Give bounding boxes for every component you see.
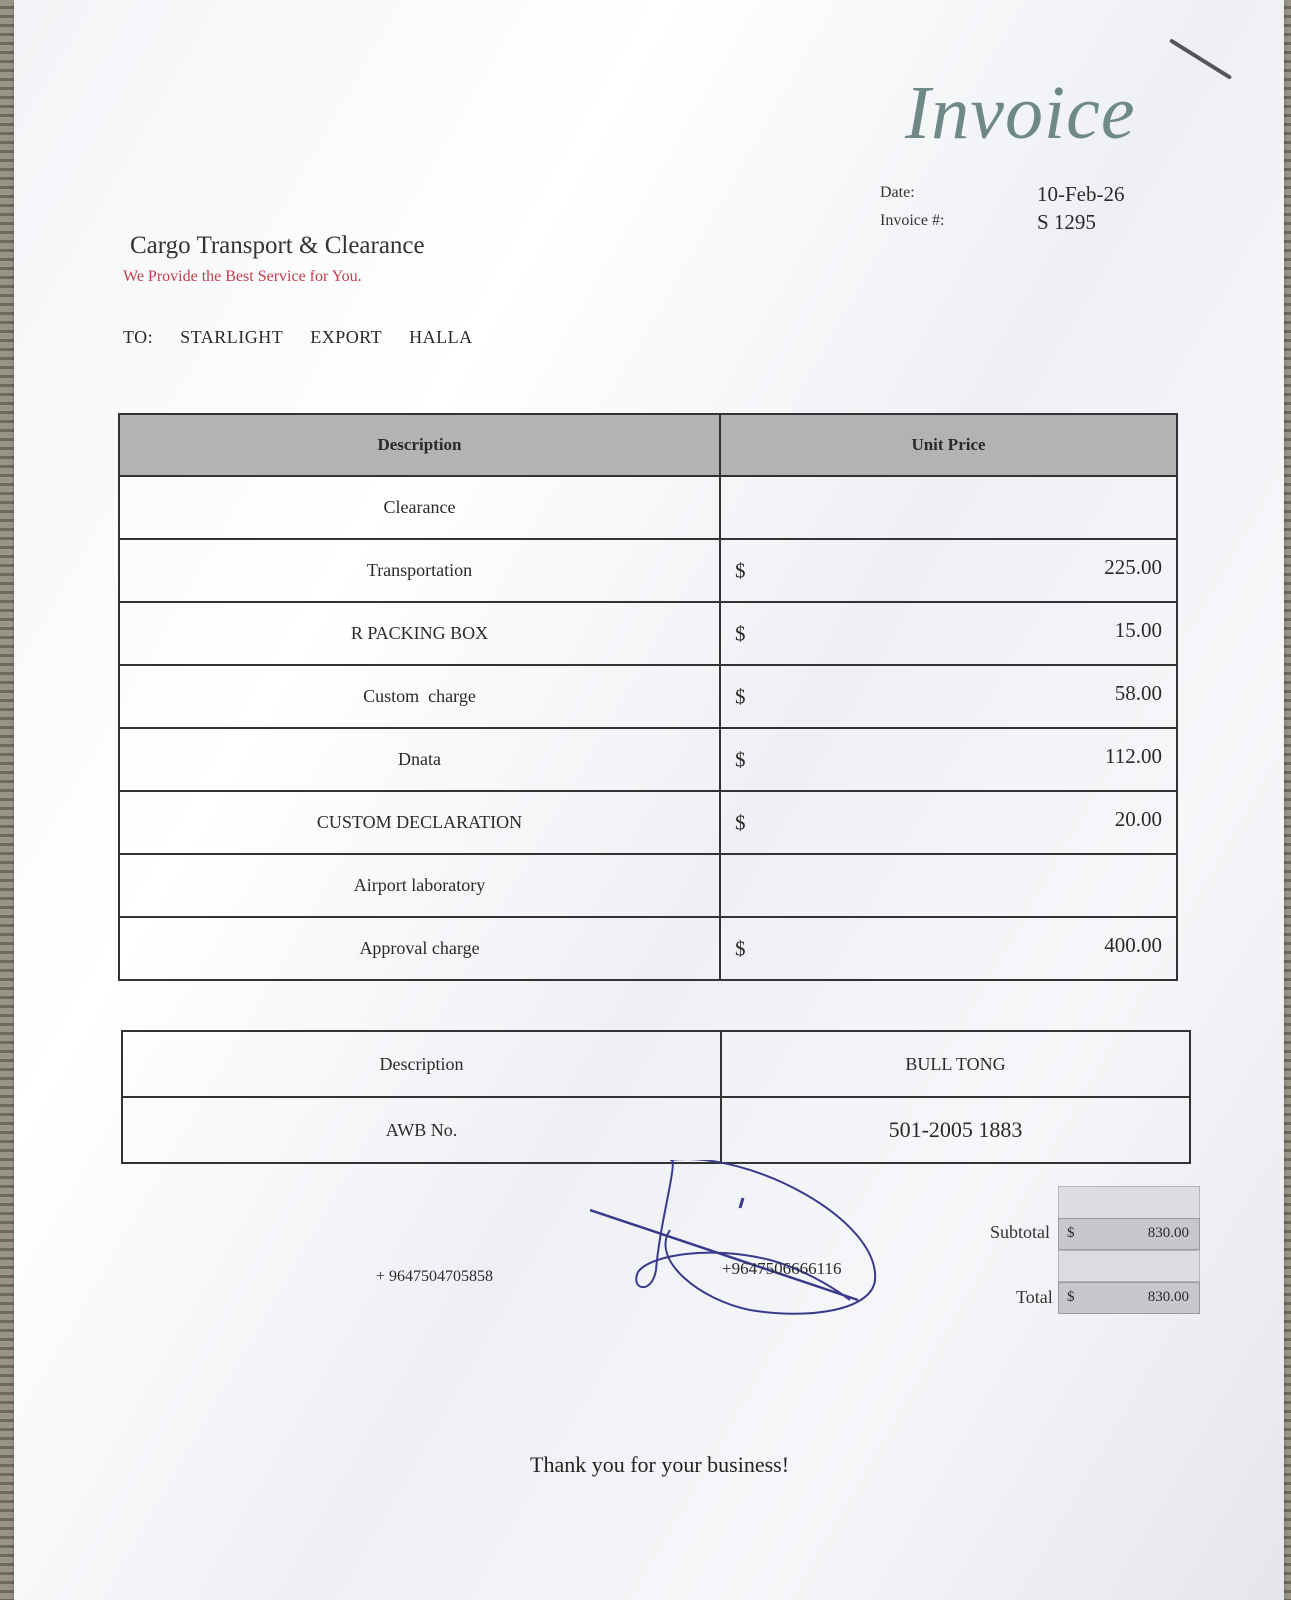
company-tagline: We Provide the Best Service for You. — [123, 268, 362, 285]
item-description: Transportation — [119, 539, 720, 602]
signature-stroke — [636, 1160, 850, 1300]
recipient-name-part: STARLIGHT — [180, 327, 284, 347]
item-description: Approval charge — [119, 917, 720, 980]
total-spacer — [1058, 1250, 1200, 1282]
subtotal-box — [1058, 1218, 1200, 1250]
currency-symbol: $ — [735, 810, 746, 834]
signature — [590, 1160, 910, 1340]
item-unit-price — [720, 917, 1177, 980]
shipment-value: BULL TONG — [721, 1031, 1190, 1097]
shipment-table — [121, 1030, 1191, 1164]
table-row — [119, 539, 1177, 602]
total-label: Total — [1016, 1287, 1053, 1307]
item-description: R PACKING BOX — [119, 602, 720, 665]
item-unit-price — [720, 476, 1177, 539]
recipient-label: TO: — [123, 327, 154, 347]
subtotal-currency: $ — [1067, 1225, 1075, 1241]
recipient — [123, 327, 495, 348]
item-unit-price — [720, 539, 1177, 602]
item-unit-price — [720, 602, 1177, 665]
currency-symbol: $ — [735, 936, 746, 960]
currency-symbol: $ — [735, 747, 746, 771]
thank-you-note: Thank you for your business! — [530, 1452, 790, 1477]
invoice-number-label: Invoice #: — [880, 212, 945, 229]
item-description: Clearance — [119, 476, 720, 539]
item-unit-price — [720, 665, 1177, 728]
item-unit-price — [720, 791, 1177, 854]
table-row — [119, 791, 1177, 854]
item-description: Dnata — [119, 728, 720, 791]
date-label: Date: — [880, 184, 915, 201]
shipment-label: Description — [122, 1031, 721, 1097]
item-description: CUSTOM DECLARATION — [119, 791, 720, 854]
table-row — [119, 665, 1177, 728]
column-header-description: Description — [119, 414, 720, 476]
items-table — [118, 413, 1178, 981]
recipient-name-part: HALLA — [409, 327, 473, 347]
contact-phone: + 9647504705858 — [376, 1268, 494, 1285]
subtotal-label: Subtotal — [990, 1222, 1051, 1242]
total-box — [1058, 1282, 1200, 1314]
company-name: Cargo Transport & Clearance — [130, 232, 425, 259]
item-unit-price — [720, 728, 1177, 791]
table-row — [119, 917, 1177, 980]
signature-stroke — [740, 1198, 743, 1208]
currency-symbol: $ — [735, 684, 746, 708]
recipient-name-part: EXPORT — [310, 327, 383, 347]
awb-number: 501-2005 1883 — [721, 1097, 1190, 1163]
signature-stroke — [665, 1160, 875, 1314]
invoice-number-value: S 1295 — [1037, 210, 1096, 234]
total-value: 830.00 — [1147, 1289, 1189, 1305]
currency-symbol: $ — [735, 621, 746, 645]
items-table-header — [119, 414, 1177, 476]
item-description: Airport laboratory — [119, 854, 720, 917]
signature-stroke — [590, 1210, 858, 1300]
item-description: Custom charge — [119, 665, 720, 728]
table-row — [122, 1097, 1190, 1163]
subtotal-value: 830.00 — [1147, 1225, 1189, 1241]
shipment-label: AWB No. — [122, 1097, 721, 1163]
invoice-title: Invoice — [905, 71, 1136, 155]
item-unit-price — [720, 854, 1177, 917]
item-amount: 400.00 — [1104, 932, 1162, 957]
column-header-unit-price: Unit Price — [720, 414, 1177, 476]
item-amount: 20.00 — [1114, 806, 1162, 831]
item-amount: 225.00 — [1104, 554, 1162, 579]
item-amount: 15.00 — [1114, 617, 1162, 642]
table-row — [119, 602, 1177, 665]
table-row — [119, 728, 1177, 791]
table-row — [119, 854, 1177, 917]
item-amount: 112.00 — [1105, 743, 1162, 768]
table-row — [122, 1031, 1190, 1097]
item-amount: 58.00 — [1114, 680, 1162, 705]
table-row — [119, 476, 1177, 539]
currency-symbol: $ — [735, 558, 746, 582]
total-currency: $ — [1067, 1289, 1075, 1305]
signature-phone: +9647506666116 — [722, 1259, 842, 1278]
date-value: 10-Feb-26 — [1037, 182, 1125, 206]
